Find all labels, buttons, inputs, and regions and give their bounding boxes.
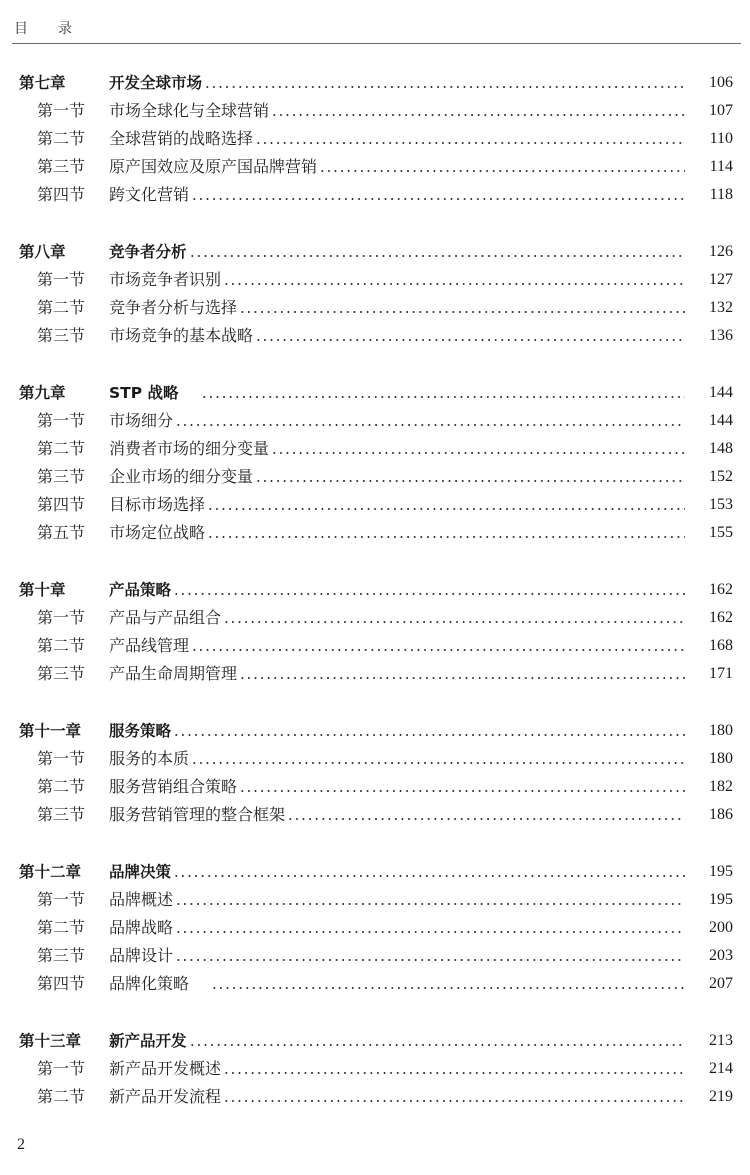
section-title: 原产国效应及原产国品牌营销	[109, 157, 318, 176]
section-label: 第二节	[37, 129, 86, 148]
page-number: 144	[709, 412, 733, 429]
chapter-title: 产品策略	[109, 581, 172, 599]
section-label: 第三节	[37, 157, 86, 176]
section-label: 第四节	[37, 974, 86, 993]
running-head	[14, 18, 72, 38]
toc-chapter-entry[interactable]	[0, 1027, 750, 1055]
section-label: 第一节	[37, 608, 86, 627]
page-number: 155	[709, 524, 733, 541]
section-title: 新产品开发流程	[109, 1087, 222, 1106]
toc-chapter-entry[interactable]	[0, 858, 750, 886]
section-label: 第二节	[37, 298, 86, 317]
section-label: 第二节	[37, 636, 86, 655]
toc-section-entry[interactable]	[0, 491, 750, 519]
section-title: 新产品开发概述	[109, 1059, 222, 1078]
dot-leader	[255, 322, 685, 350]
section-label: 第三节	[37, 326, 86, 345]
page-number: 168	[709, 637, 733, 654]
toc-section-entry[interactable]	[0, 632, 750, 660]
section-title: 目标市场选择	[109, 495, 206, 514]
section-title: 品牌概述	[109, 890, 174, 909]
page-number: 153	[709, 496, 733, 513]
toc-section-entry[interactable]	[0, 660, 750, 688]
toc-section-entry[interactable]	[0, 294, 750, 322]
section-title: 市场全球化与全球营销	[109, 101, 270, 120]
dot-leader	[191, 745, 685, 773]
section-title: 产品与产品组合	[109, 608, 222, 627]
toc-section-entry[interactable]	[0, 519, 750, 547]
dot-leader	[175, 886, 685, 914]
chapter-label: 第七章	[19, 74, 66, 92]
dot-leader	[255, 125, 685, 153]
chapter-label: 第十三章	[19, 1032, 82, 1050]
page-number: 180	[709, 722, 733, 739]
section-title: 产品生命周期管理	[109, 664, 238, 683]
dot-leader	[211, 970, 685, 998]
page-number: 203	[709, 947, 733, 964]
page-number: 114	[709, 158, 733, 175]
dot-leader	[189, 1027, 685, 1055]
section-label: 第一节	[37, 749, 86, 768]
chapter-group-10	[0, 576, 750, 688]
page-number: 152	[709, 468, 733, 485]
dot-leader	[173, 717, 685, 745]
toc-section-entry[interactable]	[0, 125, 750, 153]
section-label: 第二节	[37, 918, 86, 937]
page-number: 195	[709, 863, 733, 880]
dot-leader	[271, 97, 685, 125]
page-number: 182	[709, 778, 733, 795]
section-title: 消费者市场的细分变量	[109, 439, 270, 458]
dot-leader	[239, 294, 685, 322]
section-title: 全球营销的战略选择	[109, 129, 254, 148]
chapter-group-7	[0, 69, 750, 209]
dot-leader	[223, 604, 685, 632]
chapter-label: 第十章	[19, 581, 66, 599]
toc-chapter-entry[interactable]	[0, 717, 750, 745]
chapter-group-8	[0, 238, 750, 350]
section-title: 服务营销管理的整合框架	[109, 805, 286, 824]
section-title: 跨文化营销	[109, 185, 190, 204]
dot-leader	[173, 576, 685, 604]
toc-section-entry[interactable]	[0, 322, 750, 350]
dot-leader	[175, 942, 685, 970]
chapter-group-11	[0, 717, 750, 829]
dot-leader	[223, 266, 685, 294]
toc-section-entry[interactable]	[0, 914, 750, 942]
chapter-label: 第十二章	[19, 863, 82, 881]
toc-section-entry[interactable]	[0, 463, 750, 491]
chapter-group-13	[0, 1027, 750, 1111]
toc-section-entry[interactable]	[0, 801, 750, 829]
section-title: 品牌设计	[109, 946, 174, 965]
toc-section-entry[interactable]	[0, 1083, 750, 1111]
running-head-right: 录	[58, 21, 72, 37]
section-label: 第四节	[37, 495, 86, 514]
page-number: 110	[709, 130, 733, 147]
page-number: 195	[709, 891, 733, 908]
header-rule	[12, 43, 741, 44]
section-label: 第四节	[37, 185, 86, 204]
section-label: 第三节	[37, 805, 86, 824]
dot-leader	[239, 773, 685, 801]
page-number: 214	[709, 1060, 733, 1077]
page-number: 106	[709, 74, 733, 91]
chapter-title: 新产品开发	[109, 1032, 187, 1050]
toc-section-entry[interactable]	[0, 266, 750, 294]
toc-section-entry[interactable]	[0, 745, 750, 773]
page-number: 126	[709, 243, 733, 260]
section-title: 品牌战略	[109, 918, 174, 937]
toc-section-entry[interactable]	[0, 181, 750, 209]
page-number: 162	[709, 581, 733, 598]
page-number: 118	[709, 186, 733, 203]
dot-leader	[255, 463, 685, 491]
page-number: 127	[709, 271, 733, 288]
chapter-label: 第九章	[19, 384, 66, 402]
toc-section-entry[interactable]	[0, 97, 750, 125]
section-title: 市场细分	[109, 411, 174, 430]
toc-section-entry[interactable]	[0, 773, 750, 801]
page-number: 136	[709, 327, 733, 344]
section-title: 服务的本质	[109, 749, 190, 768]
toc-section-entry[interactable]	[0, 153, 750, 181]
chapter-title: 品牌决策	[109, 863, 172, 881]
toc-section-entry[interactable]	[0, 407, 750, 435]
section-label: 第一节	[37, 101, 86, 120]
page-number: 219	[709, 1088, 733, 1105]
toc-section-entry[interactable]	[0, 604, 750, 632]
chapter-title: 开发全球市场	[109, 74, 203, 92]
toc-section-entry[interactable]	[0, 970, 750, 998]
page-number: 144	[709, 384, 733, 401]
dot-leader	[223, 1083, 685, 1111]
section-label: 第一节	[37, 890, 86, 909]
section-title: 企业市场的细分变量	[109, 467, 254, 486]
section-label: 第三节	[37, 467, 86, 486]
toc-chapter-entry[interactable]	[0, 379, 750, 407]
dot-leader	[175, 407, 685, 435]
dot-leader	[189, 238, 685, 266]
section-label: 第二节	[37, 439, 86, 458]
toc-chapter-entry[interactable]	[0, 576, 750, 604]
dot-leader	[173, 858, 685, 886]
section-label: 第五节	[37, 523, 86, 542]
section-label: 第一节	[37, 270, 86, 289]
page-folio: 2	[17, 1136, 25, 1153]
dot-leader	[207, 491, 685, 519]
running-head-left: 目	[14, 21, 28, 37]
section-title: 品牌化策略	[109, 974, 190, 993]
page-number: 162	[709, 609, 733, 626]
page-number: 200	[709, 919, 733, 936]
chapter-label: 第八章	[19, 243, 66, 261]
section-title: 市场竞争的基本战略	[109, 326, 254, 345]
toc-section-entry[interactable]	[0, 942, 750, 970]
chapter-title: 竞争者分析	[109, 243, 187, 261]
toc-section-entry[interactable]	[0, 1055, 750, 1083]
page-number: 180	[709, 750, 733, 767]
section-label: 第二节	[37, 777, 86, 796]
chapter-group-9	[0, 379, 750, 547]
chapter-group-12	[0, 858, 750, 998]
section-label: 第一节	[37, 411, 86, 430]
section-title: 产品线管理	[109, 636, 190, 655]
page-number: 207	[709, 975, 733, 992]
section-title: 市场定位战略	[109, 523, 206, 542]
page-number: 132	[709, 299, 733, 316]
section-title: 市场竞争者识别	[109, 270, 222, 289]
dot-leader	[319, 153, 685, 181]
toc-section-entry[interactable]	[0, 435, 750, 463]
dot-leader	[239, 660, 685, 688]
page-number: 148	[709, 440, 733, 457]
toc-chapter-entry[interactable]	[0, 69, 750, 97]
page-number: 107	[709, 102, 733, 119]
page-number: 213	[709, 1032, 733, 1049]
dot-leader	[191, 181, 685, 209]
page-number: 186	[709, 806, 733, 823]
chapter-label: 第十一章	[19, 722, 82, 740]
dot-leader	[287, 801, 685, 829]
dot-leader	[175, 914, 685, 942]
dot-leader	[204, 69, 685, 97]
chapter-title: STP 战略	[109, 384, 179, 402]
dot-leader	[271, 435, 685, 463]
table-of-contents	[0, 69, 750, 1140]
section-label: 第三节	[37, 664, 86, 683]
page-number: 171	[709, 665, 733, 682]
section-label: 第二节	[37, 1087, 86, 1106]
dot-leader	[201, 379, 686, 407]
chapter-title: 服务策略	[109, 722, 172, 740]
dot-leader	[223, 1055, 685, 1083]
section-title: 竞争者分析与选择	[109, 298, 238, 317]
toc-section-entry[interactable]	[0, 886, 750, 914]
section-title: 服务营销组合策略	[109, 777, 238, 796]
section-label: 第一节	[37, 1059, 86, 1078]
toc-chapter-entry[interactable]	[0, 238, 750, 266]
dot-leader	[207, 519, 685, 547]
section-label: 第三节	[37, 946, 86, 965]
dot-leader	[191, 632, 685, 660]
